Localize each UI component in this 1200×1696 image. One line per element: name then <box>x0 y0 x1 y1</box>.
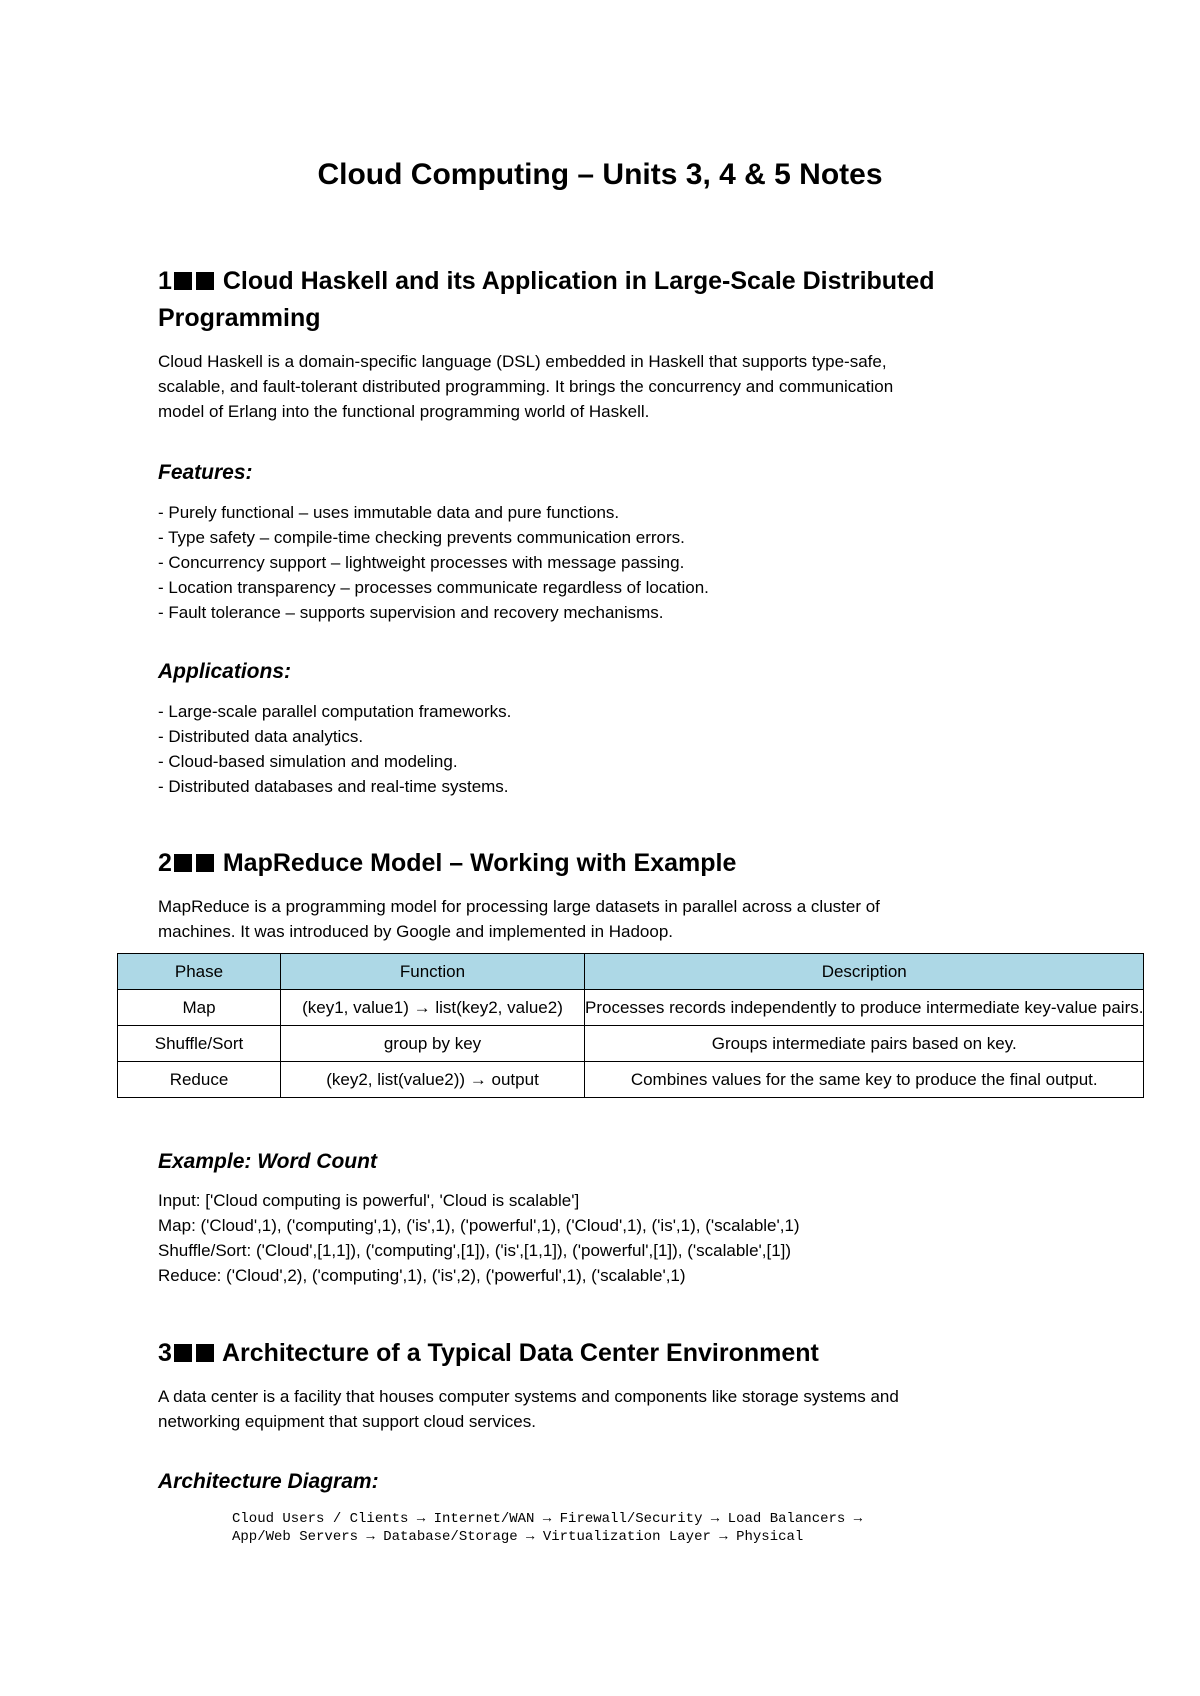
document-title: Cloud Computing – Units 3, 4 & 5 Notes <box>317 158 883 191</box>
paragraph-line: machines. It was introduced by Google and implemented in Hadoop. <box>158 922 674 941</box>
example-heading: Example: Word Count <box>158 1150 377 1173</box>
table-cell: Processes records independently to produce intermediate key-value pairs. <box>585 990 1144 1026</box>
section-3-intro <box>158 1384 899 1434</box>
section-1-heading-line2: Programming <box>158 304 321 332</box>
table-row <box>118 1026 1144 1062</box>
table-cell: Shuffle/Sort <box>118 1026 281 1062</box>
example-line: Reduce: ('Cloud',2), ('computing',1), ('is',2), ('powerful',1), ('scalable',1) <box>158 1266 686 1285</box>
list-item: - Fault tolerance – supports supervision and recovery mechanisms. <box>158 603 664 622</box>
table-row <box>118 1062 1144 1098</box>
example-line: Input: ['Cloud computing is powerful', 'Cloud is scalable'] <box>158 1191 580 1210</box>
list-item: - Cloud-based simulation and modeling. <box>158 752 458 771</box>
square-icon <box>174 854 192 872</box>
table-header-cell: Function <box>281 954 585 990</box>
square-icon <box>174 1344 192 1362</box>
applications-heading: Applications: <box>158 660 292 683</box>
square-icon <box>196 854 214 872</box>
table-header-cell: Description <box>585 954 1144 990</box>
diagram-line: App/Web Servers → Database/Storage → Virtualization Layer → Physical <box>232 1529 804 1545</box>
table-cell: (key1, value1) → list(key2, value2) <box>281 990 585 1026</box>
mapreduce-phase-table <box>117 953 1144 1098</box>
section-2-intro <box>158 894 880 944</box>
architecture-diagram <box>232 1510 862 1546</box>
applications-list <box>158 699 511 799</box>
paragraph-line: scalable, and fault-tolerant distributed programming. It brings the concurrency and communication <box>158 377 894 396</box>
diagram-heading: Architecture Diagram: <box>158 1470 379 1493</box>
section-2-heading-text: MapReduce Model – Working with Example <box>222 849 737 877</box>
table-row <box>118 990 1144 1026</box>
features-list <box>158 500 709 625</box>
example-line: Map: ('Cloud',1), ('computing',1), ('is',1), ('powerful',1), ('Cloud',1), ('is',1), ('scalable',1) <box>158 1216 800 1235</box>
table-cell: Groups intermediate pairs based on key. <box>585 1026 1144 1062</box>
section-1-heading-line1: Cloud Haskell and its Application in Large-Scale Distributed <box>222 267 935 295</box>
square-icon <box>174 272 192 290</box>
table-cell: Combines values for the same key to produce the final output. <box>585 1062 1144 1098</box>
diagram-line: Cloud Users / Clients → Internet/WAN → Firewall/Security → Load Balancers → <box>232 1511 863 1527</box>
paragraph-line: networking equipment that support cloud services. <box>158 1412 536 1431</box>
table-cell: (key2, list(value2)) → output <box>281 1062 585 1098</box>
paragraph-line: Cloud Haskell is a domain-specific language (DSL) embedded in Haskell that supports type-safe, <box>158 352 887 371</box>
example-lines <box>158 1188 800 1288</box>
square-icon <box>196 272 214 290</box>
table-cell: group by key <box>281 1026 585 1062</box>
section-1-intro <box>158 349 893 424</box>
list-item: - Concurrency support – lightweight processes with message passing. <box>158 553 685 572</box>
list-item: - Distributed databases and real-time systems. <box>158 777 509 796</box>
features-heading: Features: <box>158 461 253 484</box>
table-header-cell: Phase <box>118 954 281 990</box>
section-3-number: 3 <box>158 1339 172 1367</box>
section-3-heading <box>158 1334 819 1372</box>
list-item: - Purely functional – uses immutable data and pure functions. <box>158 503 620 522</box>
paragraph-line: A data center is a facility that houses computer systems and components like storage systems and <box>158 1387 899 1406</box>
section-2-heading <box>158 844 736 882</box>
paragraph-line: MapReduce is a programming model for processing large datasets in parallel across a cluster of <box>158 897 880 916</box>
list-item: - Distributed data analytics. <box>158 727 364 746</box>
example-line: Shuffle/Sort: ('Cloud',[1,1]), ('computing',[1]), ('is',[1,1]), ('powerful',[1]), ('scalable',[1]) <box>158 1241 792 1260</box>
list-item: - Location transparency – processes communicate regardless of location. <box>158 578 709 597</box>
section-1-heading <box>158 262 935 300</box>
section-1-number: 1 <box>158 267 172 295</box>
paragraph-line: model of Erlang into the functional programming world of Haskell. <box>158 402 650 421</box>
list-item: - Type safety – compile-time checking prevents communication errors. <box>158 528 685 547</box>
list-item: - Large-scale parallel computation frameworks. <box>158 702 512 721</box>
section-2-number: 2 <box>158 849 172 877</box>
section-3-heading-text: Architecture of a Typical Data Center Environment <box>221 1339 819 1367</box>
square-icon <box>196 1344 214 1362</box>
table-cell: Reduce <box>118 1062 281 1098</box>
table-cell: Map <box>118 990 281 1026</box>
table-header-row <box>118 954 1144 990</box>
